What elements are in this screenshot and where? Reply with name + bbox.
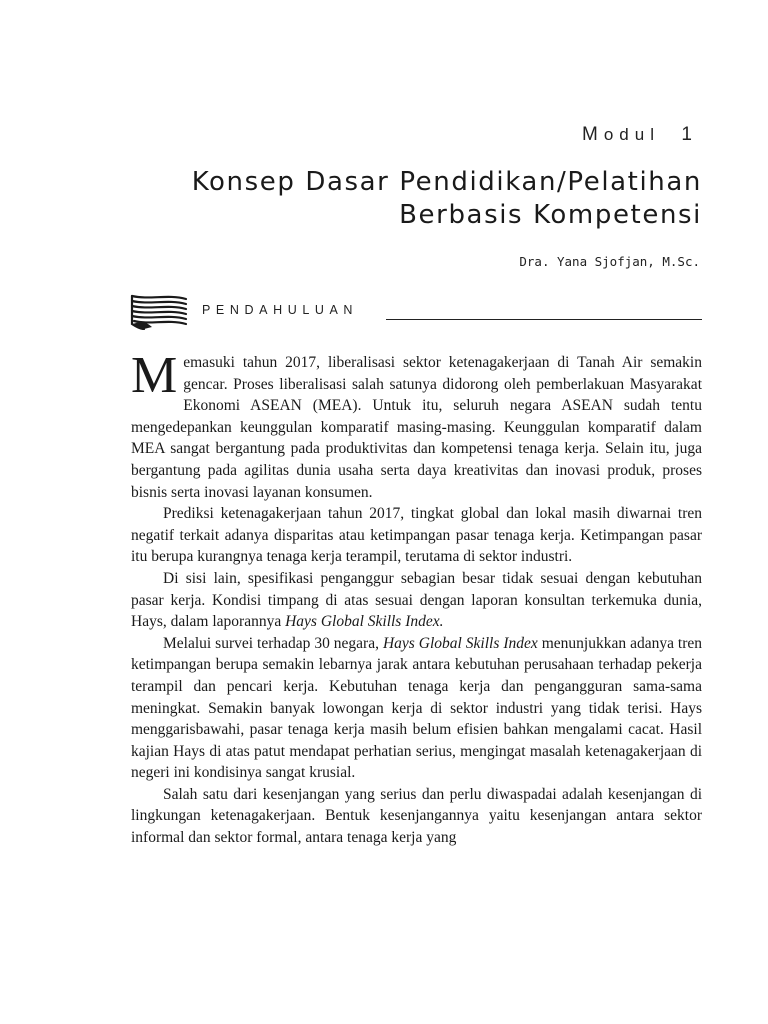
drop-cap: M bbox=[131, 347, 178, 404]
author-name: Dra. Yana Sjofjan, M.Sc. bbox=[519, 254, 700, 269]
paragraph-3-italic: Hays Global Skills Index. bbox=[285, 613, 444, 631]
paragraph-1 bbox=[131, 347, 702, 503]
module-label-rest: odul bbox=[603, 125, 660, 144]
module-label bbox=[582, 124, 698, 146]
section-heading-rule bbox=[386, 319, 702, 320]
paragraph-4-text-end: menunjukkan adanya tren ketimpangan berupa semakin lebarnya jarak antara kebutuhan perusahaan terhadap pekerja terampil dan pencari kerja. Kebutuhan tenaga kerja dan pengangguran sama-sama meningkat. Semakin banyak lowongan kerja di sektor industri yang tidak terisi. Hays menggarisbawahi, pasar tenaga kerja masih belum efisien bahkan mengalami cacat. Hasil kajian Hays di atas patut mendapat perhatian serius, mengingat masalah ketenagakerjaan di negeri ini kondisinya sangat krusial. bbox=[131, 634, 703, 782]
paragraph-3 bbox=[131, 568, 702, 633]
paragraph-1-text: emasuki tahun 2017, liberalisasi sektor ketenagakerjaan di Tanah Air semakin gencar. Proses liberalisasi salah satunya didorong oleh pemberlakuan Masyarakat Ekonomi ASEAN (MEA). Untuk itu, seluruh negara ASEAN sudah tentu mengedepankan keunggulan komparatif masing-masing. Keunggulan komparatif dalam MEA sangat bergantung pada produktivitas dan kompetensi tenaga kerja. Selain itu, juga bergantung pada agilitas dunia usaha serta daya kreativitas dan inovasi produk, proses bisnis serta inovasi layanan konsumen. bbox=[131, 354, 702, 501]
module-title-line-1: Konsep Dasar Pendidikan/Pelatihan bbox=[191, 167, 702, 197]
paragraph-5: Salah satu dari kesenjangan yang serius dan perlu diwaspadai adalah kesenjangan di lingkungan ketenagakerjaan. Bentuk kesenjangannya yaitu kesenjangan antara sektor informal dan sektor formal, antara tenaga kerja yang bbox=[131, 785, 702, 847]
paragraph-3-text: Di sisi lain, spesifikasi penganggur sebagian besar tidak sesuai dengan kebutuhan pasar kerja. Kondisi timpang di atas sesuai dengan laporan konsultan terkemuka dunia, Hays, dalam laporannya bbox=[131, 569, 702, 631]
module-number: 1 bbox=[681, 124, 698, 145]
body-text bbox=[131, 347, 703, 849]
paragraph-4-italic: Hays Global Skills Index bbox=[382, 634, 538, 652]
module-label-initial: M bbox=[582, 124, 604, 145]
paragraph-4 bbox=[131, 633, 702, 784]
section-heading: PENDAHULUAN bbox=[202, 303, 359, 317]
module-title bbox=[142, 166, 702, 232]
book-pages-icon bbox=[130, 294, 188, 330]
paragraph-4-text-start: Melalui survei terhadap 30 negara, bbox=[163, 634, 383, 652]
module-title-line-2: Berbasis Kompetensi bbox=[399, 200, 702, 230]
paragraph-2: Prediksi ketenagakerjaan tahun 2017, tingkat global dan lokal masih diwarnai tren negatif terkait adanya disparitas atau ketimpangan pasar tenaga kerja. Ketimpangan pasar itu berupa kurangnya tenaga kerja terampil, terutama di sektor industri. bbox=[131, 505, 702, 566]
